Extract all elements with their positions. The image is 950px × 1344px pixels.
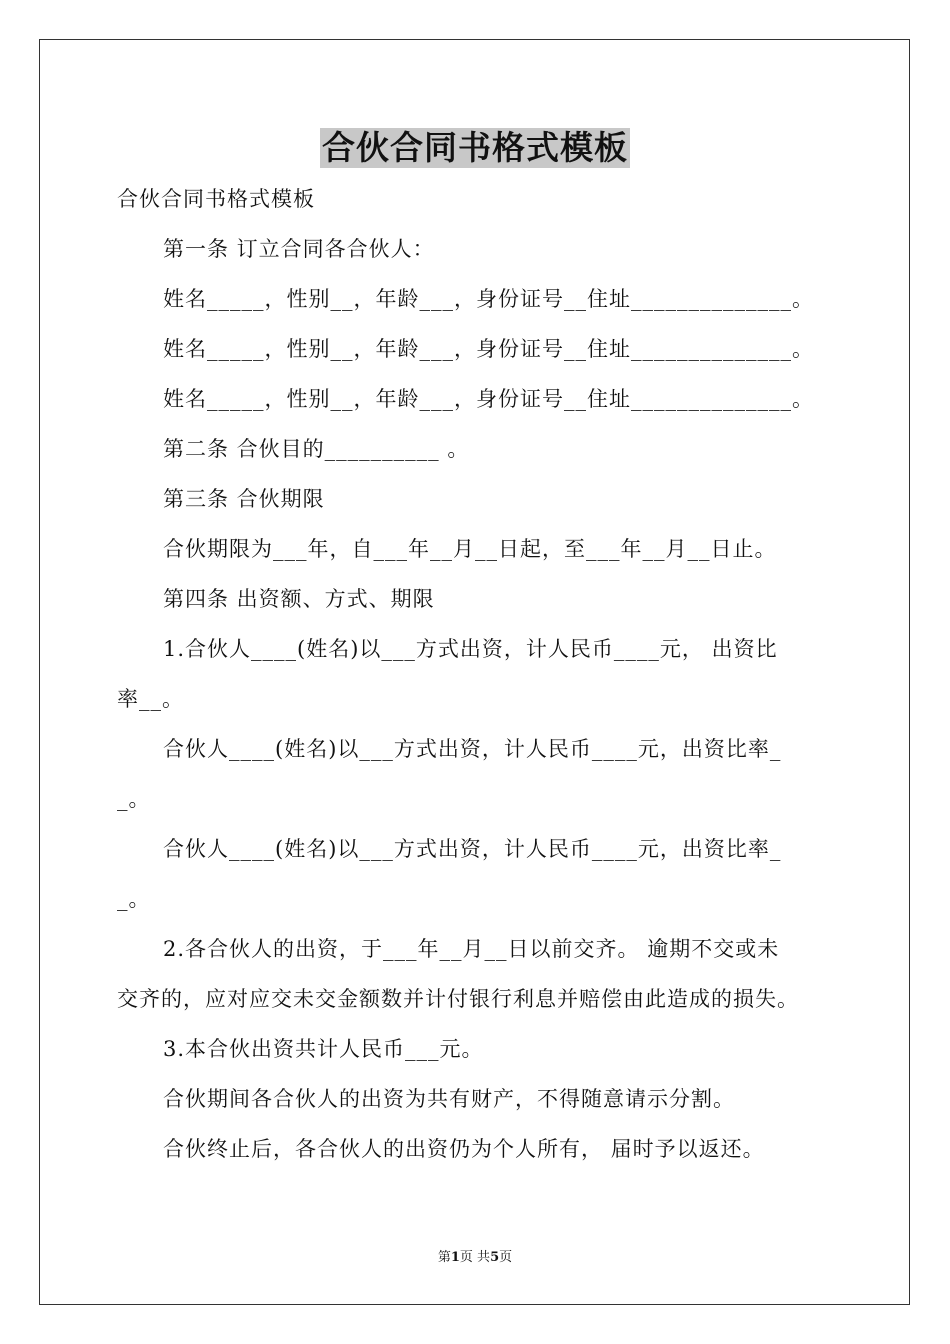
- partner-info-line-2: 姓名_____，性别__，年龄___，身份证号__住址______________。: [163, 337, 814, 361]
- subtitle-line: 合伙合同书格式模板: [117, 187, 315, 211]
- payment-deadline-cont: 交齐的，应对应交未交金额数并计付银行利息并赔偿由此造成的损失。: [117, 987, 799, 1011]
- shared-property-line: 合伙期间各合伙人的出资为共有财产，不得随意请示分割。: [163, 1087, 735, 1111]
- term-line: 合伙期限为___年，自___年__月__日起，至___年__月__日止。: [163, 537, 777, 561]
- partner-info-line-1: 姓名_____，性别__，年龄___，身份证号__住址______________。: [163, 287, 814, 311]
- current-page-number: 1: [450, 1250, 460, 1265]
- document-title: 合伙合同书格式模板: [322, 128, 628, 167]
- footer-suffix: 页: [499, 1250, 513, 1265]
- article-3-heading: 第三条 合伙期限: [163, 487, 325, 511]
- total-page-count: 5: [490, 1250, 500, 1265]
- contribution-line-2: 合伙人____(姓名)以___方式出资，计人民币____元，出资比率_: [163, 737, 782, 761]
- article-1-heading: 第一条 订立合同各合伙人：: [163, 237, 435, 261]
- payment-deadline-line: 2.各合伙人的出资，于___年__月__日以前交齐。 逾期不交或未: [163, 937, 780, 961]
- contribution-line-2-cont: _。: [117, 787, 151, 811]
- page-footer: [0, 1246, 950, 1265]
- contribution-line-1: 1.合伙人____(姓名)以___方式出资，计人民币____元， 出资比: [163, 637, 778, 661]
- contribution-line-3-cont: _。: [117, 887, 151, 911]
- article-4-heading: 第四条 出资额、方式、期限: [163, 587, 435, 611]
- contribution-line-3: 合伙人____(姓名)以___方式出资，计人民币____元，出资比率_: [163, 837, 782, 861]
- footer-mid: 页 共: [459, 1250, 491, 1265]
- article-2-heading: 第二条 合伙目的__________ 。: [163, 437, 470, 461]
- page-frame: [39, 39, 910, 1305]
- partner-info-line-3: 姓名_____，性别__，年龄___，身份证号__住址______________。: [163, 387, 814, 411]
- termination-return-line: 合伙终止后，各合伙人的出资仍为个人所有， 届时予以返还。: [163, 1137, 765, 1161]
- contribution-line-1-cont: 率__。: [117, 687, 184, 711]
- footer-prefix: 第: [437, 1250, 451, 1265]
- title-container: [0, 128, 950, 168]
- total-contribution-line: 3.本合伙出资共计人民币___元。: [163, 1037, 484, 1061]
